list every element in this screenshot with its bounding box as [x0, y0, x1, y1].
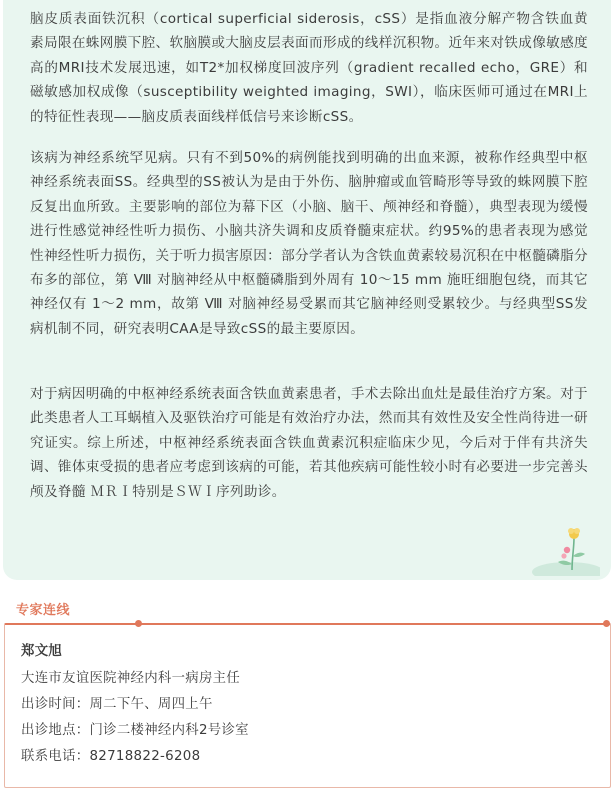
- article-body: [3, 0, 611, 580]
- expert-name: 郑文旭: [21, 644, 63, 659]
- card-accent-dot-right: [603, 620, 610, 627]
- expert-clinic-location: 出诊地点：门诊二楼神经内科2号诊室: [21, 723, 249, 738]
- article-paragraph-2: 该病为神经系统罕见病。只有不到50%的病例能找到明确的出血来源，被称作经典型中枢神经系统表面SS。经典型的SS被认为是由于外伤、脑肿瘤或血管畸形等导致的蛛网膜下腔反复出血所致。主要影响的部位为幕下区（小脑、脑干、颅神经和脊髓），典型表现为缓慢进行性感觉神经性听力损伤、小脑共济失调和皮质脊髓束症状。约95%的患者表现为感觉性神经性听力损伤，关于听力损害原因：部分学者认为含铁血黄素较易沉积在中枢髓磷脂分布多的部位，第 Ⅷ 对脑神经从中枢髓磷脂到外周有 10～15 mm 施旺细胞包绕，而其它神经仅有 1～2 mm，故第 Ⅷ 对脑神经易受累而其它脑神经则受累较少。与经典型SS发病机制不同，研究表明CAA是导致cSS的最主要原因。: [30, 150, 588, 337]
- flower-decoration-icon: [528, 520, 600, 576]
- expert-position: 大连市友谊医院神经内科一病房主任: [21, 671, 241, 686]
- article-paragraph-1: 脑皮质表面铁沉积（cortical superficial siderosis，cSS）是指血液分解产物含铁血黄素局限在蛛网膜下腔、软脑膜或大脑皮层表面而形成的线样沉积物。近年来对铁成像敏感度高的MRI技术发展迅速，如T2*加权梯度回波序列（gradient recalled echo，GRE）和磁敏感加权成像（susceptibility weighted imaging，SWI），临床医师可通过在MRI上的特征性表现——脑皮质表面线样低信号来诊断cSS。: [30, 11, 588, 125]
- card-accent-dot-left: [135, 620, 142, 627]
- expert-phone: 联系电话：82718822-6208: [21, 749, 201, 764]
- expert-section-title: 专家连线: [16, 603, 71, 618]
- expert-card: [4, 623, 611, 788]
- article-paragraph-3: 对于病因明确的中枢神经系统表面含铁血黄素患者，手术去除出血灶是最佳治疗方案。对于此类患者人工耳蜗植入及驱铁治疗可能是有效治疗办法，然而其有效性及安全性尚待进一研究证实。综上所述，中枢神经系统表面含铁血黄素沉积症临床少见，今后对于伴有共济失调、锥体束受损的患者应考虑到该病的可能，若其他疾病可能性较小时有必要进一步完善头颅及脊髓 ＭＲＩ特别是ＳＷＩ序列助诊。: [30, 386, 588, 500]
- expert-clinic-time: 出诊时间：周二下午、周四上午: [21, 697, 213, 712]
